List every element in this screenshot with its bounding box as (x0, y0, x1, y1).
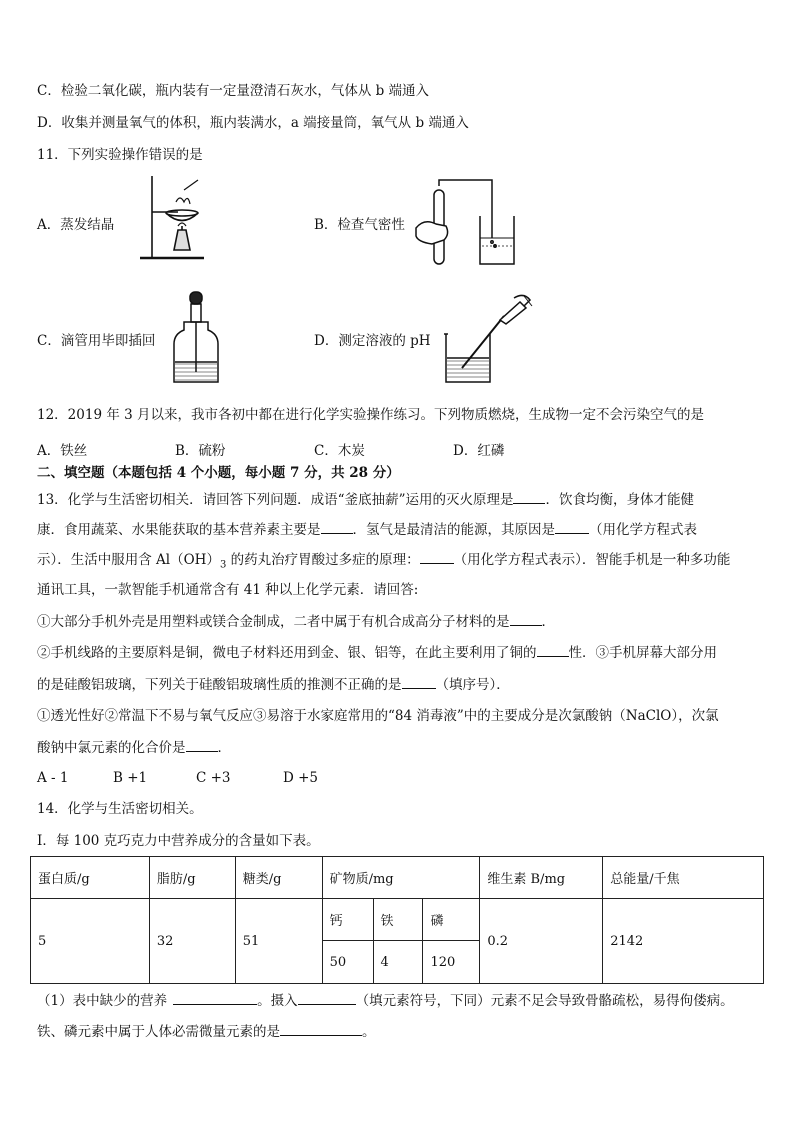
q11-option-d: D．测定溶液的 pH (314, 333, 431, 349)
dropper-bottle-figure (172, 290, 220, 386)
q14-question-1 (37, 992, 734, 1009)
table-header-row (31, 857, 764, 899)
q14-question-1-cont (37, 1023, 376, 1040)
answer-blank[interactable] (321, 521, 353, 534)
cell-iron-label: 铁 (373, 899, 423, 941)
header-vitamin-b: 维生素 B/mg (480, 857, 603, 899)
airtightness-check-figure (410, 176, 520, 268)
q10-option-d: D．收集并测量氧气的体积，瓶内装满水，a 端接量筒，氧气从 b 端通入 (37, 115, 469, 131)
q13-line-2 (37, 521, 697, 538)
q14-part-i: Ⅰ．每 100 克巧克力中营养成分的含量如下表。 (37, 833, 320, 849)
q13-line-7 (37, 676, 510, 693)
q14-text: 铁、磷元素中属于人体必需微量元素的是 (37, 1024, 280, 1040)
evaporation-apparatus-figure (132, 172, 212, 264)
cell-energy: 2142 (603, 899, 764, 984)
q13-option-c: C +3 (196, 770, 231, 786)
header-protein: 蛋白质/g (31, 857, 150, 899)
q11-stem: 11．下列实验操作错误的是 (37, 147, 203, 163)
q13-line-4: 通讯工具，一款智能手机通常含有 41 种以上化学元素．请回答: (37, 582, 419, 598)
q14-stem: 14．化学与生活密切相关。 (37, 801, 203, 817)
q13-text: 13．化学与生活密切相关．请回答下列问题．成语“釜底抽薪”运用的灭火原理是 (37, 492, 514, 508)
answer-blank[interactable] (186, 739, 218, 752)
header-energy: 总能量/千焦 (603, 857, 764, 899)
q13-option-a: A - 1 (37, 770, 69, 786)
q12-option-b: B．硫粉 (175, 443, 226, 459)
q13-line-6 (37, 644, 717, 661)
ph-test-figure (440, 290, 536, 386)
q13-line-3 (37, 551, 730, 574)
q10-option-c: C．检验二氧化碳，瓶内装有一定量澄清石灰水，气体从 b 端通入 (37, 83, 430, 99)
q14-text: 。摄入 (257, 993, 298, 1009)
q13-option-b: B +1 (113, 770, 148, 786)
q13-text: 酸钠中氯元素的化合价是 (37, 740, 186, 756)
q13-text: 的是硅酸铝玻璃，下列关于硅酸铝玻璃性质的推测不正确的是 (37, 677, 402, 693)
cell-calcium-value: 50 (322, 941, 373, 984)
cell-fat: 32 (149, 899, 235, 984)
q13-text: ．饮食均衡，身体才能健 (545, 492, 694, 508)
q12-option-c: C．木炭 (314, 443, 365, 459)
q13-text: ． (217, 740, 231, 756)
q13-option-d: D +5 (283, 770, 319, 786)
table-row (31, 899, 764, 941)
answer-blank[interactable] (280, 1023, 362, 1036)
answer-blank[interactable] (510, 613, 542, 626)
answer-blank[interactable] (555, 521, 589, 534)
q13-text: 示）．生活中服用含 Al（OH） (37, 552, 220, 568)
answer-blank[interactable] (298, 992, 356, 1005)
section-title: 二、填空题（本题包括 4 个小题，每小题 7 分，共 28 分） (37, 465, 400, 481)
subscript: 3 (219, 559, 227, 571)
q13-line-9 (37, 739, 231, 756)
q13-text: 性．③手机屏幕大部分用 (568, 645, 717, 661)
q13-text: （填序号）． (435, 677, 510, 693)
q13-text: ②手机线路的主要原料是铜，微电子材料还用到金、银、铝等，在此主要利用了铜的 (37, 645, 537, 661)
q13-text: ①大部分手机外壳是用塑料或镁合金制成，二者中属于有机合成高分子材料的是 (37, 614, 510, 630)
q13-line-8: ①透光性好②常温下不易与氧气反应③易溶于水家庭常用的“84 消毒液”中的主要成分是次氯酸钠（NaClO），次氯 (37, 708, 719, 724)
answer-blank[interactable] (173, 992, 257, 1005)
q13-text: 康．食用蔬菜、水果能获取的基本营养素主要是 (37, 522, 321, 538)
cell-phosphorus-value: 120 (423, 941, 480, 984)
q13-text: （用化学方程式表示）．智能手机是一种多功能 (453, 552, 731, 568)
answer-blank[interactable] (537, 644, 569, 657)
q12-option-a: A．铁丝 (37, 443, 88, 459)
q13-text: （用化学方程式表 (589, 522, 697, 538)
nutrition-table (30, 856, 764, 984)
answer-blank[interactable] (420, 551, 454, 564)
q14-text: 。 (362, 1024, 376, 1040)
header-fat: 脂肪/g (149, 857, 235, 899)
cell-sugar: 51 (235, 899, 322, 984)
q12-option-d: D．红磷 (453, 443, 505, 459)
header-minerals: 矿物质/mg (322, 857, 480, 899)
cell-phosphorus-label: 磷 (423, 899, 480, 941)
q14-text: （填元素符号，下同）元素不足会导致骨骼疏松，易得佝偻病。 (355, 993, 734, 1009)
cell-protein: 5 (31, 899, 150, 984)
answer-blank[interactable] (513, 491, 545, 504)
q13-text: ．氢气是最清洁的能源，其原因是 (352, 522, 555, 538)
q13-line-1 (37, 491, 694, 508)
q11-option-b: B．检查气密性 (314, 217, 405, 233)
q13-text: 的药丸治疗胃酸过多症的原理： (226, 552, 420, 568)
q11-option-c: C．滴管用毕即插回 (37, 333, 156, 349)
q13-text: ． (541, 614, 555, 630)
answer-blank[interactable] (402, 676, 436, 689)
cell-calcium-label: 钙 (322, 899, 373, 941)
cell-vitamin-b: 0.2 (480, 899, 603, 984)
cell-iron-value: 4 (373, 941, 423, 984)
q11-option-a: A．蒸发结晶 (37, 217, 115, 233)
header-sugar: 糖类/g (235, 857, 322, 899)
q13-line-5 (37, 613, 555, 630)
q12-stem: 12．2019 年 3 月以来，我市各初中都在进行化学实验操作练习。下列物质燃烧，生成物一定不会污染空气的是 (37, 407, 704, 423)
q14-text: （1）表中缺少的营养 (37, 993, 168, 1009)
